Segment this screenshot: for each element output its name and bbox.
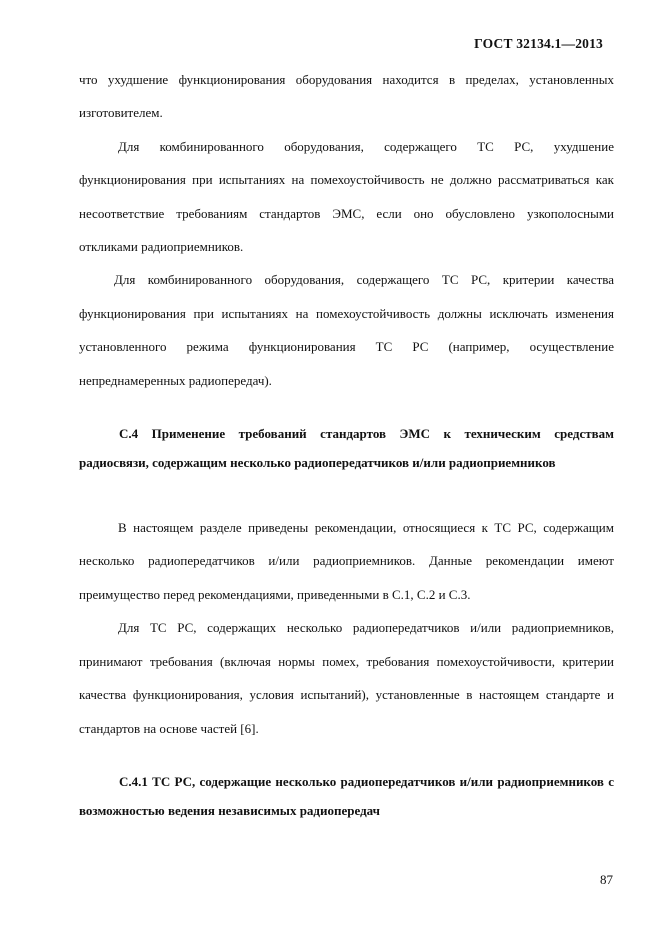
paragraph-combined-equipment-degradation: Для комбинированного оборудования, содержащего ТС РС, ухудшение функционирования при испытаниях на помехоустойчивость не должно рассматриваться как несоответствие требованиям стандартов ЭМС, если оно обусловлено узкополосными откликами радиоприемников. [79, 138, 614, 255]
section-heading-c4: С.4 Применение требований стандартов ЭМС к техническим средствам радиосвязи, содержащим несколько радиопередатчиков и/или радиоприемников [79, 426, 614, 471]
document-body [79, 63, 614, 825]
paragraph-requirements: Для ТС РС, содержащих несколько радиопередатчиков и/или радиоприемников, принимают требования (включая нормы помех, требования помехоустойчивости, критерии качества функционирования, условия испытаний), установленные в настоящем стандарте и стандартов на основе частей [6]. [79, 620, 614, 736]
section-heading-c4-1: С.4.1 ТС РС, содержащие несколько радиопередатчиков и/или радиоприемников с возможностью ведения независимых радиопередач [79, 773, 614, 818]
paragraph-combined-equipment-criteria: Для комбинированного оборудования, содержащего ТС РС, критерии качества функционирования при испытаниях на помехоустойчивость должны исключать изменения установленного режима функционирования ТС РС (например, осуществление непреднамеренных радиопередач). [79, 272, 614, 388]
paragraph-continuation: что ухудшение функционирования оборудования находится в пределах, установленных изготовителем. [79, 72, 614, 121]
page-number: 87 [600, 872, 613, 887]
document-header: ГОСТ 32134.1—2013 [474, 36, 603, 51]
paragraph-section-recommendations: В настоящем разделе приведены рекомендации, относящиеся к ТС РС, содержащим несколько радиопередатчиков и/или радиоприемников. Данные рекомендации имеют преимущество перед рекомендациями, приведенными в С.1, С.2 и С.3. [79, 520, 614, 602]
